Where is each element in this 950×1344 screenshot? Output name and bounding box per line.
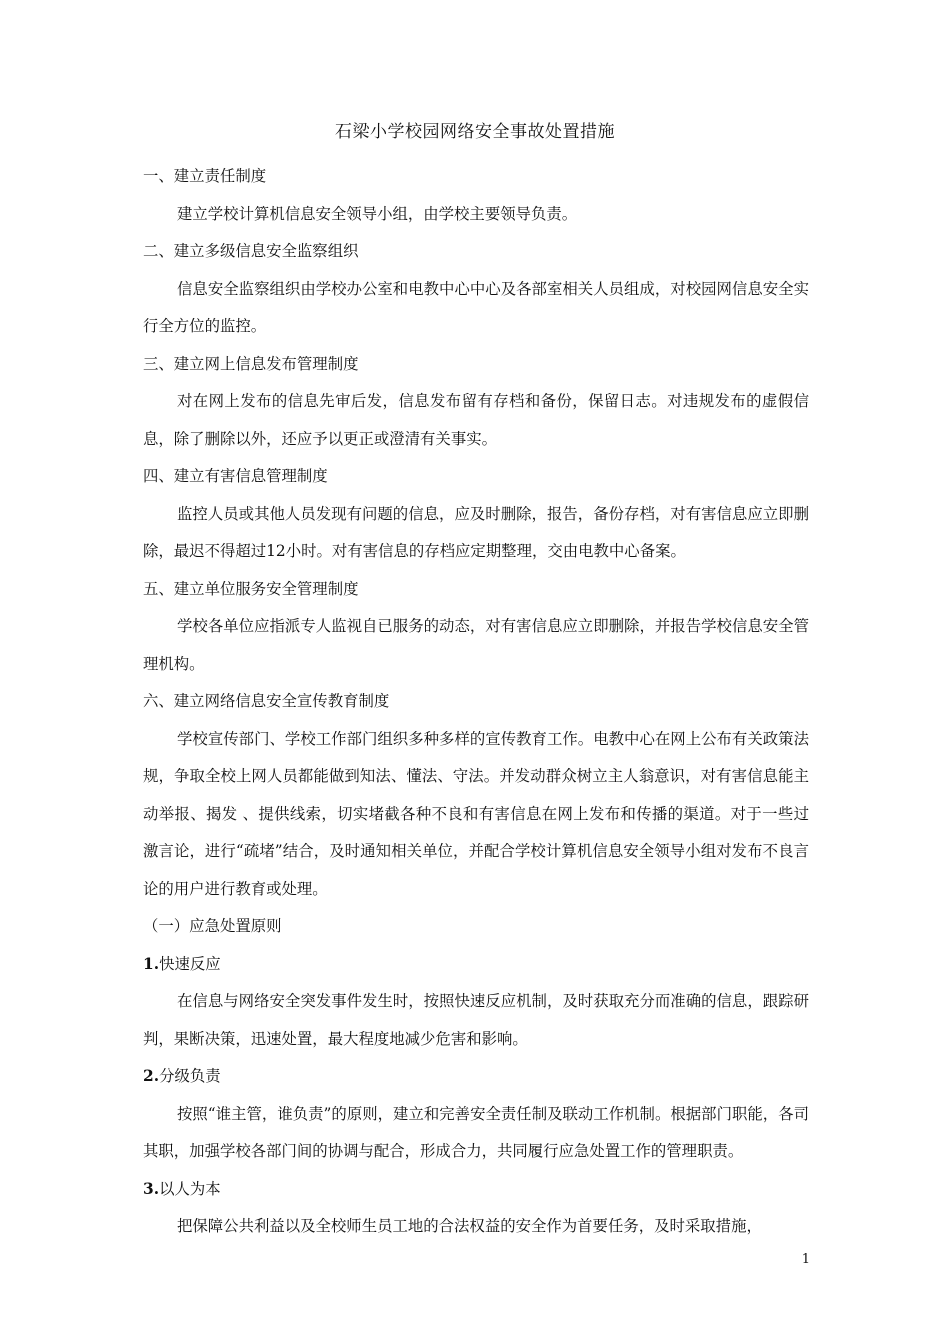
principle-label: 分级负责 — [159, 1067, 221, 1085]
principle-label: 快速反应 — [159, 954, 221, 973]
section-heading: 三、建立网上信息发布管理制度 — [143, 354, 359, 373]
principle-heading — [143, 946, 809, 984]
section-heading: 四、建立有害信息管理制度 — [143, 467, 328, 485]
document-title: 石梁小学校园网络安全事故处置措施 — [335, 122, 615, 142]
principle-text: 在信息与网络安全突发事件发生时，按照快速反应机制，及时获取充分而准确的信息，跟踪研判，果断决策，迅速处置，最大程度地减少危害和影响。 — [143, 992, 809, 1048]
principle-number: 2. — [143, 1067, 160, 1085]
section-paragraph: 建立学校计算机信息安全领导小组，由学校主要领导负责。 — [177, 204, 578, 223]
page-number: 1 — [801, 1252, 810, 1267]
principle-heading — [143, 1058, 809, 1096]
section-heading: 六、建立网络信息安全宣传教育制度 — [143, 692, 390, 710]
section-paragraph: 学校宣传部门、学校工作部门组织多种多样的宣传教育工作。电教中心在网上公布有关政策法规，争取全校上网人员都能做到知法、懂法、守法。并发动群众树立主人翁意识，对有害信息能主动举报、揭发 、提供线索，切实堵截各种不良和有害信息在网上发布和传播的渠道。对于一些过激言论，进行“疏堵”结合，及时通知相关单位，并配合学校计算机信息安全领导小组对发布不良言论的用户进行教育或处理。 — [143, 729, 809, 898]
principle-text: 把保障公共利益以及全校师生员工地的合法权益的安全作为首要任务，及时采取措施， — [177, 1217, 762, 1235]
principle-text: 按照“谁主管，谁负责”的原则，建立和完善安全责任制及联动工作机制。根据部门职能，各司其职，加强学校各部门间的协调与配合，形成合力，共同履行应急处置工作的管理职责。 — [143, 1104, 809, 1160]
section-heading: 五、建立单位服务安全管理制度 — [143, 579, 359, 598]
document-body — [143, 158, 809, 1246]
section-paragraph: 信息安全监察组织由学校办公室和电教中心中心及各部室相关人员组成，对校园网信息安全实行全方位的监控。 — [143, 279, 809, 335]
section-paragraph: 监控人员或其他人员发现有问题的信息，应及时删除，报告，备份存档，对有害信息应立即删除，最迟不得超过12小时。对有害信息的存档应定期整理，交由电教中心备案。 — [143, 504, 809, 560]
section-paragraph: 学校各单位应指派专人监视自已服务的动态，对有害信息应立即删除，并报告学校信息安全管理机构。 — [143, 617, 809, 673]
principle-number: 1. — [143, 954, 160, 973]
section-paragraph: 对在网上发布的信息先审后发，信息发布留有存档和备份，保留日志。对违规发布的虚假信息，除了删除以外，还应予以更正或澄清有关事实。 — [143, 392, 809, 448]
principle-number: 3. — [143, 1179, 160, 1198]
principles-heading: （一）应急处置原则 — [143, 917, 282, 935]
section-heading: 一、建立责任制度 — [143, 167, 267, 185]
principle-heading — [143, 1171, 809, 1209]
principle-label: 以人为本 — [159, 1179, 221, 1198]
section-heading: 二、建立多级信息安全监察组织 — [143, 242, 359, 260]
